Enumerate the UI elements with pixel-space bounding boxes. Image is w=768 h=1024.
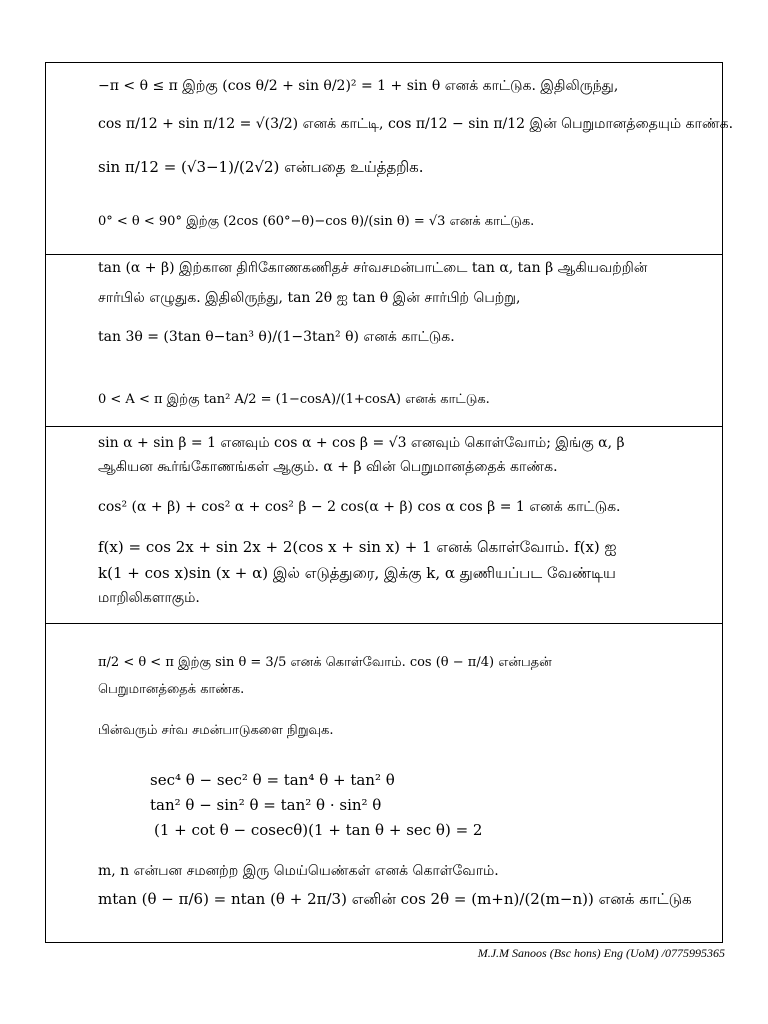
identity-line: (1 + cot θ − cosecθ)(1 + tan θ + sec θ) = 2 <box>154 821 483 839</box>
question-line: ஆகியன கூர்ங்கோணங்கள் ஆகும். α + β வின் பெறுமானத்தைக் காண்க. <box>98 459 558 475</box>
question-section-4 <box>46 624 722 942</box>
question-line: sin π/12 = (√3−1)/(2√2) என்பதை உய்த்தறிக. <box>98 158 424 176</box>
question-sheet <box>45 62 734 943</box>
question-line: மாறிலிகளாகும். <box>98 590 200 606</box>
identity-line: tan² θ − sin² θ = tan² θ · sin² θ <box>150 796 382 814</box>
question-section-3 <box>46 427 722 624</box>
identity-line: sec⁴ θ − sec² θ = tan⁴ θ + tan² θ <box>150 771 395 789</box>
author-footer: M.J.M Sanoos (Bsc hons) Eng (UoM) /0775995365 <box>477 946 725 960</box>
question-line: பின்வரும் சர்வ சமன்பாடுகளை நிறுவுக. <box>98 723 334 738</box>
question-line: பெறுமானத்தைக் காண்க. <box>98 682 245 697</box>
question-line: cos² (α + β) + cos² α + cos² β − 2 cos(α + β) cos α cos β = 1 எனக் காட்டுக. <box>98 499 621 515</box>
question-line: −π < θ ≤ π இற்கு (cos θ/2 + sin θ/2)² = 1 + sin θ எனக் காட்டுக. இதிலிருந்து, <box>98 78 619 94</box>
question-line: சார்பில் எழுதுக. இதிலிருந்து, tan 2θ ஐ tan θ இன் சார்பிற் பெற்று, <box>98 290 521 306</box>
question-line: tan 3θ = (3tan θ−tan³ θ)/(1−3tan² θ) எனக் காட்டுக. <box>98 329 455 345</box>
question-section-2 <box>46 255 722 427</box>
question-section-1 <box>46 63 734 255</box>
question-line: sin α + sin β = 1 எனவும் cos α + cos β = √3 எனவும் கொள்வோம்; இங்கு α, β <box>98 435 625 451</box>
question-line: 0 < A < π இற்கு tan² A/2 = (1−cosA)/(1+cosA) எனக் காட்டுக. <box>98 392 490 407</box>
question-line: π/2 < θ < π இற்கு sin θ = 3/5 எனக் கொள்வோம். cos (θ − π/4) என்பதன் <box>98 655 552 670</box>
question-line: m, n என்பன சமனற்ற இரு மெய்யெண்கள் எனக் கொள்வோம். <box>98 863 499 879</box>
question-line: 0° < θ < 90° இற்கு (2cos (60°−θ)−cos θ)/(sin θ) = √3 எனக் காட்டுக. <box>98 214 535 229</box>
question-line: f(x) = cos 2x + sin 2x + 2(cos x + sin x) + 1 எனக் கொள்வோம். f(x) ஐ <box>98 538 617 556</box>
question-line: tan (α + β) இற்கான திரிகோணகணிதச் சர்வசமன்பாட்டை tan α, tan β ஆகியவற்றின் <box>98 260 648 276</box>
question-line: k(1 + cos x)sin (x + α) இல் எடுத்துரை, இக்கு k, α துணியப்பட வேண்டிய <box>98 564 616 582</box>
question-line: mtan (θ − π/6) = ntan (θ + 2π/3) எனின் cos 2θ = (m+n)/(2(m−n)) எனக் காட்டுக <box>98 890 692 908</box>
question-line: cos π/12 + sin π/12 = √(3/2) எனக் காட்டி, cos π/12 − sin π/12 இன் பெறுமானத்தையும் காண்க. <box>98 116 734 132</box>
